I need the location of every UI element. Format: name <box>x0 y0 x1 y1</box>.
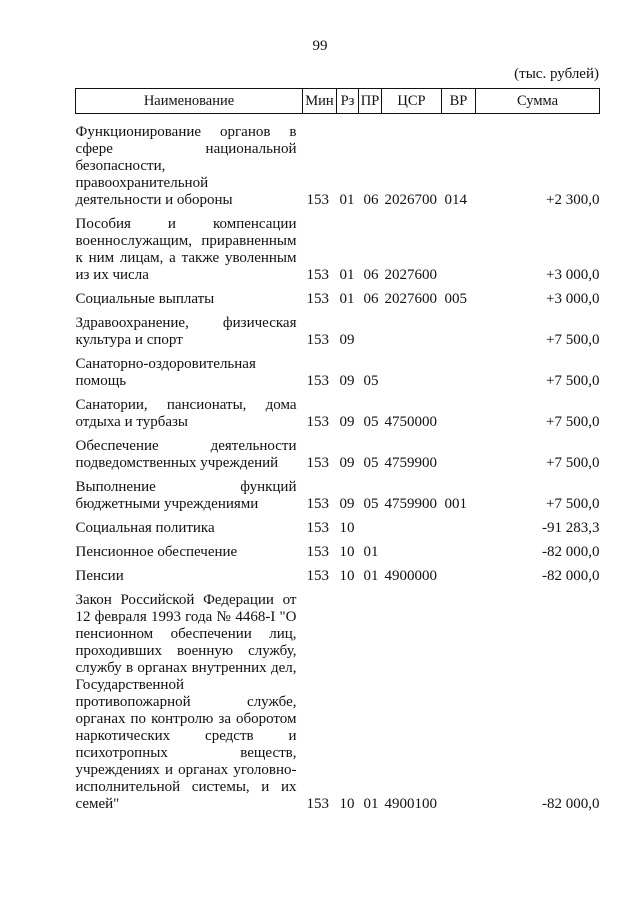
row-rz: 01 <box>339 291 355 307</box>
row-csr: 4900000 <box>384 568 437 584</box>
row-sum: +7 500,0 <box>546 496 600 512</box>
table-header-row <box>76 89 600 114</box>
row-pr: 01 <box>363 796 379 812</box>
row-min: 153 <box>306 332 329 348</box>
row-name: Социальная политика <box>75 520 215 536</box>
row-pr: 01 <box>363 568 379 584</box>
row-name: Выполнение функций бюджетными учреждениями <box>75 479 297 512</box>
header-sum: Сумма <box>476 89 600 114</box>
row-name: Пособия и компенсации военнослужащим, приравненным к ним лицам, а также уволенным из их числа <box>75 216 297 283</box>
row-rz: 10 <box>339 568 355 584</box>
row-name: Здравоохранение, физическая культура и спорт <box>75 315 297 348</box>
row-rz: 10 <box>339 544 355 560</box>
row-name: Пенсионное обеспечение <box>75 544 238 560</box>
row-vr <box>442 315 476 356</box>
row-vr: 014 <box>444 192 467 208</box>
row-csr: 4750000 <box>384 414 437 430</box>
table-row <box>76 291 600 315</box>
row-rz: 01 <box>339 267 355 283</box>
units-label: (тыс. рублей) <box>514 66 599 82</box>
row-sum: +7 500,0 <box>546 373 600 389</box>
row-name: Закон Российской Федерации от 12 февраля 1993 года № 4468-I "О пенсионном обеспечении лиц, проходивших военную службу, службу в органах внутренних дел, Государственной противопожарной службе, органах по контролю за оборотом наркотических средств и психотропных веществ, учреждениях и органах уголовно-исполнительной системы, и их семей" <box>75 592 297 812</box>
table-row <box>76 114 600 217</box>
row-min: 153 <box>306 267 329 283</box>
row-min: 153 <box>306 414 329 430</box>
row-pr: 06 <box>363 291 379 307</box>
row-vr: 005 <box>444 291 467 307</box>
row-vr <box>442 356 476 397</box>
header-pr: ПР <box>359 89 382 114</box>
table-row <box>76 592 600 820</box>
row-vr <box>442 438 476 479</box>
row-pr: 05 <box>363 414 379 430</box>
row-csr: 4900100 <box>384 796 437 812</box>
row-name: Пенсии <box>75 568 124 584</box>
table-row <box>76 216 600 291</box>
row-sum: +7 500,0 <box>546 414 600 430</box>
row-sum: -91 283,3 <box>542 520 600 536</box>
row-vr <box>442 520 476 544</box>
row-pr: 01 <box>363 544 379 560</box>
header-min: Мин <box>303 89 337 114</box>
row-csr: 2026700 <box>384 192 437 208</box>
row-rz: 09 <box>339 373 355 389</box>
row-min: 153 <box>306 291 329 307</box>
row-name: Обеспечение деятельности подведомственных учреждений <box>75 438 297 471</box>
row-sum: +7 500,0 <box>546 455 600 471</box>
row-rz: 09 <box>339 414 355 430</box>
row-sum: -82 000,0 <box>542 544 600 560</box>
row-pr: 05 <box>363 373 379 389</box>
row-sum: +7 500,0 <box>546 332 600 348</box>
row-min: 153 <box>306 373 329 389</box>
row-csr: 2027600 <box>384 267 437 283</box>
row-sum: +3 000,0 <box>546 267 600 283</box>
row-min: 153 <box>306 496 329 512</box>
row-csr: 4759900 <box>384 455 437 471</box>
row-min: 153 <box>306 568 329 584</box>
row-rz: 09 <box>339 496 355 512</box>
table-row <box>76 479 600 520</box>
row-pr: 05 <box>363 496 379 512</box>
row-rz: 09 <box>339 455 355 471</box>
table-row <box>76 520 600 544</box>
row-csr <box>382 544 442 568</box>
row-name: Санаторно-оздоровительная помощь <box>75 356 256 389</box>
row-min: 153 <box>306 192 329 208</box>
row-csr <box>382 356 442 397</box>
row-rz: 10 <box>339 520 355 536</box>
row-csr <box>382 520 442 544</box>
row-vr <box>442 216 476 291</box>
row-sum: -82 000,0 <box>542 568 600 584</box>
budget-table <box>75 88 600 820</box>
table-row <box>76 315 600 356</box>
row-csr: 4759900 <box>384 496 437 512</box>
row-name: Функционирование органов в сфере национальной безопасности, правоохранительной деятельности и обороны <box>75 124 297 208</box>
table-row <box>76 438 600 479</box>
row-sum: +2 300,0 <box>546 192 600 208</box>
row-vr: 001 <box>444 496 467 512</box>
header-name: Наименование <box>76 89 303 114</box>
row-vr <box>442 592 476 820</box>
row-sum: -82 000,0 <box>542 796 600 812</box>
row-pr: 05 <box>363 455 379 471</box>
row-rz: 01 <box>339 192 355 208</box>
row-min: 153 <box>306 520 329 536</box>
row-vr <box>442 544 476 568</box>
row-min: 153 <box>306 544 329 560</box>
row-vr <box>442 397 476 438</box>
row-csr: 2027600 <box>384 291 437 307</box>
row-min: 153 <box>306 796 329 812</box>
row-vr <box>442 568 476 592</box>
table-row <box>76 568 600 592</box>
row-pr: 06 <box>363 192 379 208</box>
row-rz: 10 <box>339 796 355 812</box>
row-rz: 09 <box>339 332 355 348</box>
table-row <box>76 397 600 438</box>
row-pr: 06 <box>363 267 379 283</box>
header-csr: ЦСР <box>382 89 442 114</box>
row-sum: +3 000,0 <box>546 291 600 307</box>
row-name: Социальные выплаты <box>75 291 215 307</box>
row-min: 153 <box>306 455 329 471</box>
row-pr <box>359 520 382 544</box>
row-pr <box>359 315 382 356</box>
table-row <box>76 356 600 397</box>
row-name: Санатории, пансионаты, дома отдыха и турбазы <box>75 397 297 430</box>
header-vr: ВР <box>442 89 476 114</box>
header-rz: Рз <box>337 89 359 114</box>
page-number: 99 <box>312 38 328 54</box>
table-row <box>76 544 600 568</box>
row-csr <box>382 315 442 356</box>
